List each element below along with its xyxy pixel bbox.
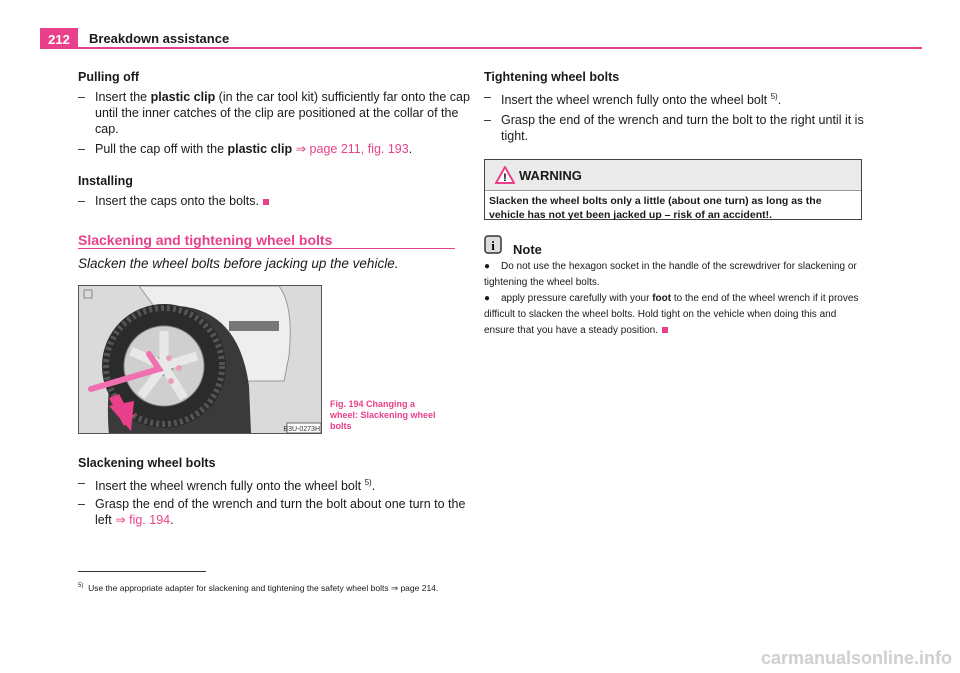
page-link[interactable]: ⇒ page 211, fig. 193 (295, 142, 409, 156)
heading-pulling-off: Pulling off (78, 70, 140, 84)
warning-triangle-icon (495, 166, 515, 184)
warning-box (484, 159, 862, 220)
list-item: – Insert the caps onto the bolts. (78, 193, 475, 209)
note-bullet: ● apply pressure carefully with your foot to the end of the wheel wrench if it proves difficult to slacken the wheel bolts. Hold tight on the vehicle when doing this and ensure that you have a steady position. (484, 293, 859, 336)
figure-code: B3U-0273H (283, 426, 320, 433)
wheel-illustration (79, 286, 321, 433)
figure-caption: Fig. 194 Changing a wheel: Slackening wheel bolts (330, 399, 436, 431)
footnote-rule (78, 571, 206, 572)
heading-installing: Installing (78, 174, 133, 188)
list-item: – Grasp the end of the wrench and turn the bolt to the right until it is tight. (484, 113, 864, 143)
note-bullet: ● Do not use the hexagon socket in the handle of the screwdriver for slackening or tightening the wheel bolts. (484, 261, 857, 288)
list-item: – Insert the wheel wrench fully onto the wheel bolt $^{5)}$. (78, 476, 376, 494)
end-mark-icon (662, 327, 668, 333)
list-item: – Grasp the end of the wrench and turn the bolt about one turn to the left ⇒ fig. 194. (78, 497, 466, 527)
section-subtitle: Slacken the wheel bolts before jacking up the vehicle. (78, 256, 399, 271)
page-number: 212 (40, 28, 78, 49)
svg-text:i: i (491, 238, 495, 253)
note-title: Note (513, 242, 542, 257)
svg-text:!: ! (503, 172, 507, 184)
warning-text: Slacken the wheel bolts only a little (about one turn) as long as the vehicle has not yet been jacked up – risk of an accident!. (489, 195, 822, 221)
section-rule (78, 248, 455, 249)
watermark: carmanualsonline.info (760, 648, 952, 668)
list-item: – Insert the wheel wrench fully onto the wheel bolt $^{5)}$. (484, 90, 782, 108)
info-icon (484, 235, 502, 254)
figure-wheel-wrench (78, 285, 322, 434)
footnote: $^{5)}$ Use the appropriate adapter for slackening and tightening the safety wheel bolts ⇒ page 214. (78, 582, 439, 593)
list-item: – Pull the cap off with the plastic clip ⇒ page 211, fig. 193. (78, 142, 413, 156)
heading-tightening: Tightening wheel bolts (484, 70, 620, 84)
end-mark-icon (263, 199, 269, 205)
page-title: Breakdown assistance (89, 31, 230, 46)
warning-title: WARNING (519, 168, 582, 183)
header-rule (40, 47, 922, 49)
list-item: – Insert the plastic clip (in the car tool kit) sufficiently far onto the cap until the inner catches of the clip are positioned at the collar of the cap. (78, 90, 470, 136)
section-title: Slackening and tightening wheel bolts (78, 232, 333, 248)
figure-link[interactable]: ⇒ fig. 194 (115, 513, 171, 527)
heading-slackening: Slackening wheel bolts (78, 456, 216, 470)
